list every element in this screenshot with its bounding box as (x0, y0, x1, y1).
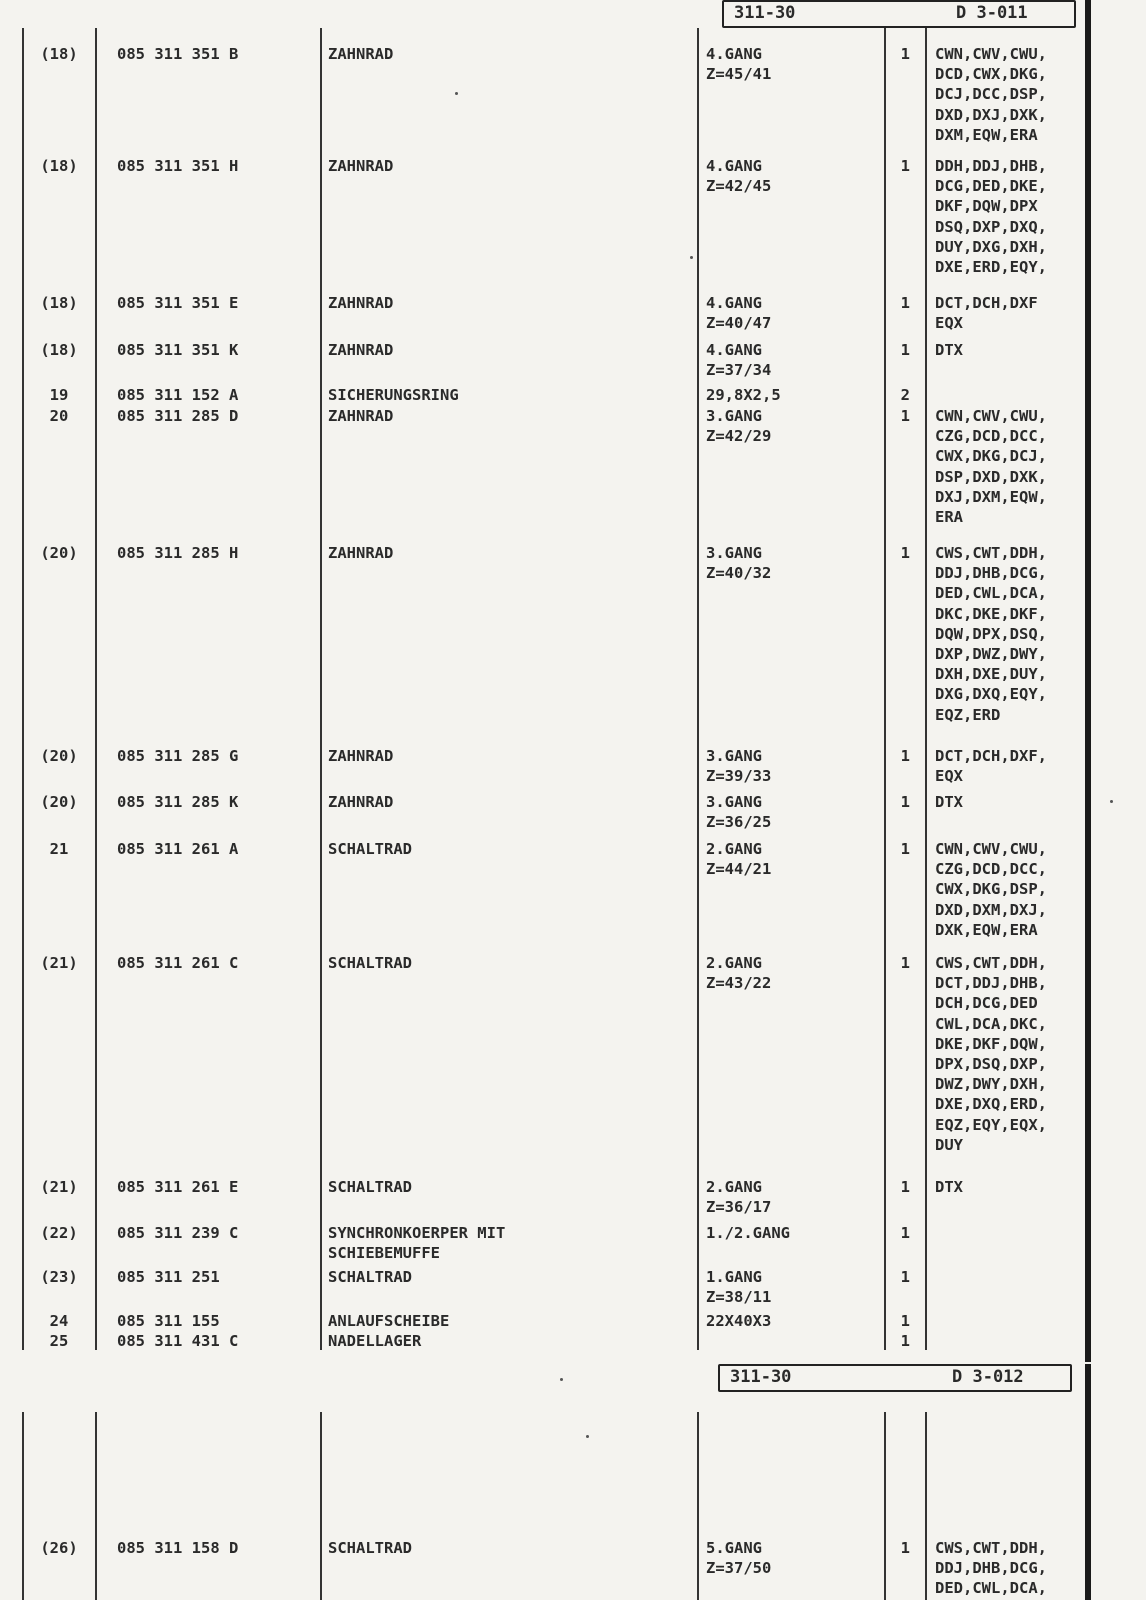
part-number: 085 311 431 C (117, 1332, 239, 1350)
part-name: SYNCHRONKOERPER MIT SCHIEBEMUFFE (328, 1224, 506, 1263)
position-number: (18) (40, 45, 78, 63)
part-name: ZAHNRAD (328, 45, 394, 63)
group-number: 311-30 (730, 1367, 792, 1387)
part-name: SICHERUNGSRING (328, 386, 459, 404)
quantity: 1 (900, 747, 910, 765)
part-number: 085 311 351 B (117, 45, 239, 63)
position-number: (18) (40, 157, 78, 175)
section-header-top (722, 0, 1076, 28)
part-number: 085 311 351 E (117, 294, 239, 312)
part-number: 085 311 351 K (117, 341, 239, 359)
position-number: (23) (40, 1268, 78, 1286)
part-name: SCHALTRAD (328, 1178, 412, 1196)
part-name: SCHALTRAD (328, 954, 412, 972)
model-codes: CWS,CWT,DDH, DDJ,DHB,DCG, DED,CWL,DCA, DKC,DKE,DKF, DQW,DPX,DSQ, DXP,DWZ,DWY, DXH,DXE,DUY, DXG,DXQ,EQY, EQZ,ERD (935, 544, 1047, 724)
part-number: 085 311 261 A (117, 840, 239, 858)
part-name: ZAHNRAD (328, 294, 394, 312)
group-number: 311-30 (734, 3, 796, 23)
model-codes: CWS,CWT,DDH, DCT,DDJ,DHB, DCH,DCG,DED CWL,DCA,DKC, DKE,DKF,DQW, DPX,DSQ,DXP, DWZ,DWY,DXH, DXE,DXQ,ERD, EQZ,EQY,EQX, DUY (935, 954, 1047, 1154)
quantity: 2 (900, 386, 910, 404)
column-line (697, 1412, 699, 1600)
part-name: ZAHNRAD (328, 747, 394, 765)
quantity: 1 (900, 840, 910, 858)
remark: 2.GANG Z=36/17 (706, 1178, 772, 1217)
column-line (925, 1412, 927, 1600)
part-number: 085 311 285 G (117, 747, 239, 765)
part-number: 085 311 285 D (117, 407, 239, 425)
column-line (925, 28, 927, 1350)
page-number: D 3-011 (956, 3, 1028, 23)
part-name: ZAHNRAD (328, 544, 394, 562)
model-codes: DTX (935, 341, 963, 359)
remark: 3.GANG Z=42/29 (706, 407, 772, 446)
part-name: SCHALTRAD (328, 840, 412, 858)
position-number: (20) (40, 544, 78, 562)
remark: 3.GANG Z=36/25 (706, 793, 772, 832)
column-line (22, 28, 24, 1350)
position-number: (18) (40, 341, 78, 359)
column-line (697, 28, 699, 1350)
part-number: 085 311 261 C (117, 954, 239, 972)
model-codes: CWN,CWV,CWU, DCD,CWX,DKG, DCJ,DCC,DSP, DXD,DXJ,DXK, DXM,EQW,ERA (935, 45, 1047, 144)
column-line (320, 28, 322, 1350)
part-number: 085 311 351 H (117, 157, 239, 175)
part-number: 085 311 158 D (117, 1539, 239, 1557)
column-line (22, 1412, 24, 1600)
part-number: 085 311 152 A (117, 386, 239, 404)
quantity: 1 (900, 1224, 910, 1242)
scan-speck (455, 92, 458, 95)
model-codes: DDH,DDJ,DHB, DCG,DED,DKE, DKF,DQW,DPX DSQ,DXP,DXQ, DUY,DXG,DXH, DXE,ERD,EQY, (935, 157, 1047, 277)
remark: 5.GANG Z=37/50 (706, 1539, 772, 1578)
quantity: 1 (900, 544, 910, 562)
position-number: 24 (49, 1312, 69, 1330)
quantity: 1 (900, 341, 910, 359)
model-codes: CWN,CWV,CWU, CZG,DCD,DCC, CWX,DKG,DCJ, DSP,DXD,DXK, DXJ,DXM,EQW, ERA (935, 407, 1047, 527)
model-codes: DCT,DCH,DXF EQX (935, 294, 1038, 333)
position-number: 25 (49, 1332, 69, 1350)
column-line (320, 1412, 322, 1600)
quantity: 1 (900, 407, 910, 425)
position-number: 21 (49, 840, 69, 858)
column-line (95, 28, 97, 1350)
remark: 3.GANG Z=40/32 (706, 544, 772, 583)
column-line (884, 28, 886, 1350)
scan-speck (560, 1378, 563, 1381)
column-line (95, 1412, 97, 1600)
scan-speck (586, 1435, 589, 1438)
part-name: ZAHNRAD (328, 793, 394, 811)
quantity: 1 (900, 793, 910, 811)
model-codes: CWN,CWV,CWU, CZG,DCD,DCC, CWX,DKG,DSP, DXD,DXM,DXJ, DXK,EQW,ERA (935, 840, 1047, 939)
part-number: 085 311 251 (117, 1268, 220, 1286)
position-number: (21) (40, 954, 78, 972)
quantity: 1 (900, 294, 910, 312)
quantity: 1 (900, 157, 910, 175)
quantity: 1 (900, 1332, 910, 1350)
section-header-bottom (718, 1364, 1072, 1392)
model-codes: DTX (935, 793, 963, 811)
position-number: (21) (40, 1178, 78, 1196)
quantity: 1 (900, 954, 910, 972)
quantity: 1 (900, 1312, 910, 1330)
position-number: 19 (49, 386, 69, 404)
remark: 4.GANG Z=45/41 (706, 45, 772, 84)
model-codes: DTX (935, 1178, 963, 1196)
part-number: 085 311 239 C (117, 1224, 239, 1242)
part-number: 085 311 261 E (117, 1178, 239, 1196)
model-codes: CWS,CWT,DDH, DDJ,DHB,DCG, DED,CWL,DCA, (935, 1539, 1047, 1598)
remark: 4.GANG Z=37/34 (706, 341, 772, 380)
scan-speck (690, 256, 693, 259)
quantity: 1 (900, 1268, 910, 1286)
part-name: ZAHNRAD (328, 157, 394, 175)
part-name: ZAHNRAD (328, 341, 394, 359)
part-name: SCHALTRAD (328, 1539, 412, 1557)
remark: 4.GANG Z=42/45 (706, 157, 772, 196)
part-number: 085 311 285 K (117, 793, 239, 811)
quantity: 1 (900, 1539, 910, 1557)
part-name: ZAHNRAD (328, 407, 394, 425)
part-number: 085 311 285 H (117, 544, 239, 562)
position-number: (26) (40, 1539, 78, 1557)
remark: 4.GANG Z=40/47 (706, 294, 772, 333)
scan-speck (1110, 800, 1113, 803)
remark: 29,8X2,5 (706, 386, 781, 404)
position-number: (22) (40, 1224, 78, 1242)
page-number: D 3-012 (952, 1367, 1024, 1387)
quantity: 1 (900, 1178, 910, 1196)
part-number: 085 311 155 (117, 1312, 220, 1330)
position-number: 20 (49, 407, 69, 425)
remark: 3.GANG Z=39/33 (706, 747, 772, 786)
remark: 1.GANG Z=38/11 (706, 1268, 772, 1307)
column-line (884, 1412, 886, 1600)
remark: 2.GANG Z=43/22 (706, 954, 772, 993)
part-name: ANLAUFSCHEIBE (328, 1312, 450, 1330)
remark: 1./2.GANG (706, 1224, 790, 1242)
quantity: 1 (900, 45, 910, 63)
part-name: NADELLAGER (328, 1332, 422, 1350)
model-codes: DCT,DCH,DXF, EQX (935, 747, 1047, 786)
position-number: (20) (40, 793, 78, 811)
position-number: (18) (40, 294, 78, 312)
part-name: SCHALTRAD (328, 1268, 412, 1286)
remark: 2.GANG Z=44/21 (706, 840, 772, 879)
position-number: (20) (40, 747, 78, 765)
remark: 22X40X3 (706, 1312, 772, 1330)
